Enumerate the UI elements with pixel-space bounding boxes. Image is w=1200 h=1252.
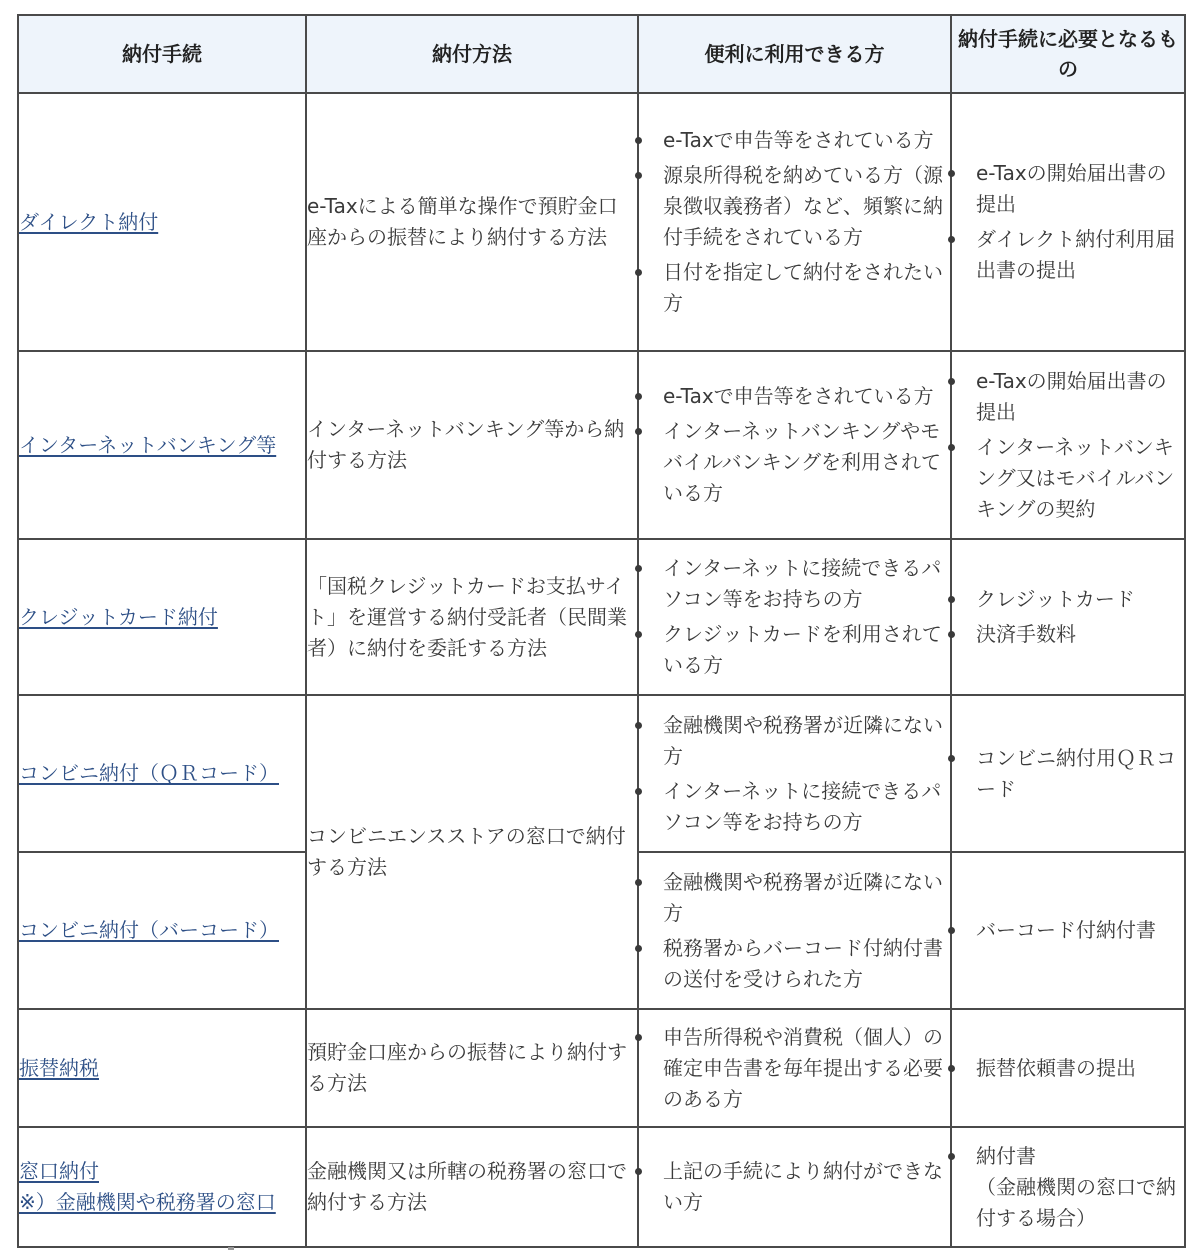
table-row [18, 1009, 1185, 1127]
requirement-note: （金融機関の窓口で納付する場合） [976, 1174, 1176, 1230]
link-counter-payment-note[interactable]: ※）金融機関や税務署の窓口 [19, 1190, 276, 1214]
list-item: 金融機関や税務署が近隣にない方 [639, 865, 950, 931]
requirements-cell [951, 852, 1185, 1009]
list-item: コンビニ納付用ＱＲコード [952, 741, 1184, 807]
users-cell [638, 351, 951, 539]
link-counter-payment[interactable]: 窓口納付 [19, 1159, 99, 1183]
users-cell [638, 695, 951, 852]
list-item: ダイレクト納付利用届出書の提出 [952, 222, 1184, 288]
list-item [952, 1139, 1184, 1236]
method-cell: 「国税クレジットカードお支払サイト」を運営する納付受託者（民間業者）に納付を委託する方法 [306, 539, 638, 695]
method-cell: インターネットバンキング等から納付する方法 [306, 351, 638, 539]
list-item: 振替依頼書の提出 [952, 1051, 1184, 1086]
table-row [18, 93, 1185, 351]
list-item: インターネットバンキングやモバイルバンキングを利用されている方 [639, 414, 950, 511]
requirements-cell [951, 1009, 1185, 1127]
procedure-cell [18, 93, 306, 351]
list-item: 日付を指定して納付をされたい方 [639, 255, 950, 321]
list-item: e-Taxで申告等をされている方 [639, 379, 950, 414]
table-row [18, 1127, 1185, 1247]
header-procedure: 納付手続 [18, 15, 306, 93]
header-requirements: 納付手続に必要となるもの [951, 15, 1185, 93]
list-item: 上記の手続により納付ができない方 [639, 1154, 950, 1220]
list-item: 申告所得税や消費税（個人）の確定申告書を毎年提出する必要のある方 [639, 1020, 950, 1117]
list-item: e-Taxで申告等をされている方 [639, 123, 950, 158]
link-convenience-qr[interactable]: コンビニ納付（ＱＲコード） [19, 761, 279, 785]
list-item: クレジットカード [952, 582, 1184, 617]
link-direct-payment[interactable]: ダイレクト納付 [19, 209, 159, 234]
link-convenience-barcode[interactable]: コンビニ納付（バーコード） [19, 918, 279, 942]
link-credit-card-payment[interactable]: クレジットカード納付 [19, 604, 218, 629]
table-row [18, 539, 1185, 695]
method-cell: 金融機関又は所轄の税務署の窓口で納付する方法 [306, 1127, 638, 1247]
procedure-cell [18, 539, 306, 695]
scroll-mark [228, 1247, 234, 1250]
payment-methods-table [17, 14, 1186, 1248]
header-row [18, 15, 1185, 93]
list-item: 税務署からバーコード付納付書の送付を受けられた方 [639, 931, 950, 997]
requirements-cell [951, 93, 1185, 351]
users-cell [638, 539, 951, 695]
method-cell: コンビニエンスストアの窓口で納付する方法 [306, 695, 638, 1009]
list-item: クレジットカードを利用されている方 [639, 617, 950, 683]
method-cell: 預貯金口座からの振替により納付する方法 [306, 1009, 638, 1127]
requirement-title: 納付書 [976, 1143, 1036, 1168]
list-item: インターネットバンキング又はモバイルバンキングの契約 [952, 430, 1184, 527]
method-cell: e-Taxによる簡単な操作で預貯金口座からの振替により納付する方法 [306, 93, 638, 351]
link-transfer-payment[interactable]: 振替納税 [19, 1055, 99, 1080]
requirements-cell [951, 351, 1185, 539]
requirements-cell [951, 695, 1185, 852]
requirements-cell [951, 1127, 1185, 1247]
requirements-cell [951, 539, 1185, 695]
header-method: 納付方法 [306, 15, 638, 93]
procedure-cell [18, 1009, 306, 1127]
table-row [18, 351, 1185, 539]
procedure-cell [18, 351, 306, 539]
procedure-cell [18, 1127, 306, 1247]
list-item: e-Taxの開始届出書の提出 [952, 156, 1184, 222]
list-item: e-Taxの開始届出書の提出 [952, 364, 1184, 430]
list-item: 金融機関や税務署が近隣にない方 [639, 708, 950, 774]
list-item: バーコード付納付書 [952, 913, 1184, 948]
users-cell [638, 1009, 951, 1127]
list-item: インターネットに接続できるパソコン等をお持ちの方 [639, 551, 950, 617]
list-item: インターネットに接続できるパソコン等をお持ちの方 [639, 774, 950, 840]
link-internet-banking[interactable]: インターネットバンキング等 [19, 432, 277, 457]
header-users: 便利に利用できる方 [638, 15, 951, 93]
list-item: 源泉所得税を納めている方（源泉徴収義務者）など、頻繁に納付手続をされている方 [639, 158, 950, 255]
list-item: 決済手数料 [952, 617, 1184, 652]
users-cell [638, 93, 951, 351]
users-cell [638, 1127, 951, 1247]
table-row [18, 695, 1185, 852]
procedure-cell [18, 852, 306, 1009]
users-cell [638, 852, 951, 1009]
procedure-cell [18, 695, 306, 852]
